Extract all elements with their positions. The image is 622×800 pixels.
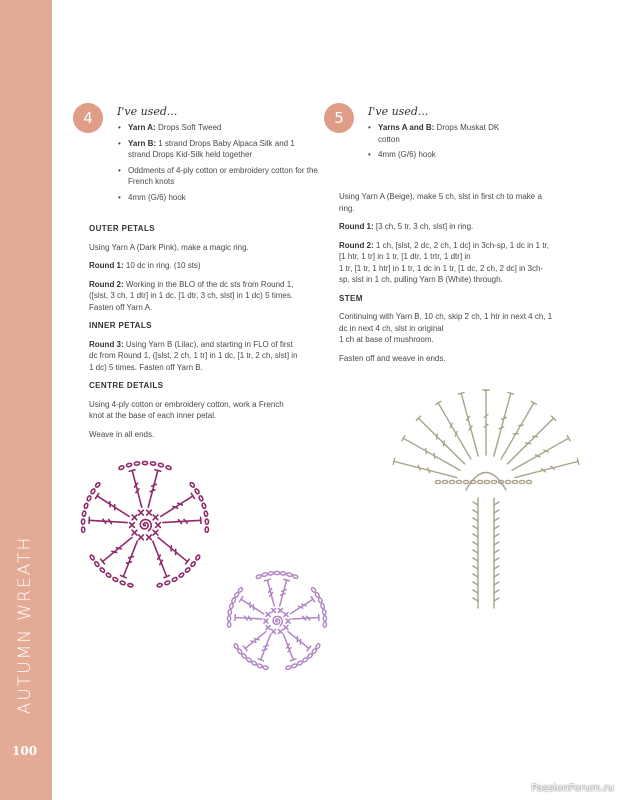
chain-mark <box>286 572 292 576</box>
chain-mark <box>274 571 279 574</box>
chain-mark <box>127 583 133 587</box>
stitch-bar-mark <box>262 649 267 650</box>
chain-mark <box>150 462 156 466</box>
tall-stitch-mark <box>241 599 263 614</box>
chain-mark <box>106 572 112 578</box>
stitch-top-mark <box>393 458 394 464</box>
round-2: Round 2: 1 ch, [slst, 2 dc, 2 ch, 1 dc] in 3ch-sp, 1 dc in 1 tr, [1 htr, 1 tr] in 1 tr, [1 dtr, 1 trtr, 1 dtr] in <box>339 240 549 261</box>
chain-mark <box>190 561 196 567</box>
stem-stitch-mark <box>473 526 478 529</box>
stem-stitch-mark <box>494 598 499 601</box>
stitch-top-mark <box>164 576 170 578</box>
chain-mark <box>99 567 105 573</box>
chain-mark <box>442 480 447 483</box>
stem-stitch-mark <box>494 526 499 529</box>
stem-stitch-mark <box>473 518 478 521</box>
stitch-top-mark <box>458 393 464 395</box>
chain-mark <box>205 527 209 532</box>
list-item: • Oddments of 4-ply cotton or embroidery cotton for the French knots <box>118 165 318 188</box>
stitch-bar-mark <box>152 484 157 486</box>
stem-stitch-mark <box>494 574 499 577</box>
chain-mark <box>291 663 297 668</box>
chain-mark <box>95 482 101 488</box>
pattern-5-instructions <box>339 191 553 371</box>
tall-stitch-mark <box>148 470 158 507</box>
chain-mark <box>172 577 178 582</box>
list-item: • Yarns A and B: Drops Muskat DK cotton <box>368 122 518 145</box>
round-3: Round 3: Using Yarn B (Lilac), and starting in FLO of first dc from Round 1, ([slst, 2 ch, 1 tr] in 1 dc, [1 tr, 2 ch, slst] in 1 dc) 5 times. Fasten off Yarn B. <box>89 339 298 372</box>
chain-mark <box>194 488 200 494</box>
stem-stitch-mark <box>473 510 478 513</box>
stitch-bar-mark <box>533 436 538 437</box>
inner-petals-heading: INNER PETALS <box>89 321 152 330</box>
chain-mark <box>204 511 208 517</box>
stem-stitch-mark <box>473 574 478 577</box>
chain-mark <box>118 465 124 470</box>
list-item: • Yarn A: Drops Soft Tweed <box>118 122 318 134</box>
outer-intro: Using Yarn A (Dark Pink), make a magic ring. <box>89 242 249 252</box>
chain-mark <box>82 511 86 517</box>
chain-mark <box>158 463 164 467</box>
chain-mark <box>519 480 524 483</box>
stitch-bar-mark <box>282 590 287 592</box>
stitch-top-mark <box>508 393 514 395</box>
tall-stitch-mark <box>288 632 309 649</box>
chain-mark <box>435 480 440 483</box>
chain-mark <box>164 580 170 585</box>
stem-stitch-mark <box>494 510 499 513</box>
list-item: • 4mm (G/6) hook <box>118 192 318 204</box>
watermark: PassionForum.ru <box>531 783 614 794</box>
magic-ring-mark <box>140 520 151 531</box>
stem-stitch-mark <box>494 518 499 521</box>
tall-stitch-mark <box>123 541 137 576</box>
stem-stitch-mark <box>473 566 478 569</box>
chain-mark <box>263 665 269 669</box>
stem-text-cont: 1 ch at base of mushroom. <box>339 335 434 344</box>
tall-stitch-mark <box>261 635 271 660</box>
chain-mark <box>484 480 489 483</box>
chain-mark <box>234 592 240 598</box>
stem-stitch-mark <box>473 534 478 537</box>
chain-mark <box>477 480 482 483</box>
outer-petals-heading: OUTER PETALS <box>89 224 155 233</box>
chain-mark <box>285 665 291 669</box>
stitch-bar-mark <box>426 449 427 454</box>
chain-mark <box>463 480 468 483</box>
stem-stitch-mark <box>473 582 478 585</box>
stitch-bar-mark <box>281 593 286 595</box>
stitch-bar-mark <box>526 443 531 444</box>
chain-mark <box>297 661 303 666</box>
intro: Using Yarn A (Beige), make 5 ch, slst in first ch to make a ring. <box>339 192 542 213</box>
stitch-top-mark <box>264 579 270 581</box>
chain-mark <box>456 480 461 483</box>
chain-mark <box>323 622 327 627</box>
tall-stitch-mark <box>284 635 294 660</box>
chain-mark <box>268 571 274 575</box>
stitch-bar-mark <box>518 425 523 426</box>
weave-text: Weave in all ends. <box>89 429 155 439</box>
chain-mark <box>315 592 321 598</box>
list-item: • 4mm (G/6) hook <box>368 149 518 161</box>
pattern-4-materials <box>118 122 318 207</box>
chain-mark <box>512 480 517 483</box>
stitch-top-mark <box>577 458 578 464</box>
chain-mark <box>318 597 323 603</box>
stem-stitch-mark <box>473 558 478 561</box>
stitch-top-mark <box>284 579 290 581</box>
stitch-top-mark <box>121 576 127 578</box>
centre-text: Using 4-ply cotton or embroidery cotton, work a French knot at the base of each inner petal. <box>89 399 284 420</box>
chain-mark <box>227 622 231 627</box>
stitch-bar-mark <box>126 562 131 563</box>
stem-stitch-mark <box>494 542 499 545</box>
chain-mark <box>238 587 244 593</box>
stitch-top-mark <box>155 470 161 472</box>
chain-mark <box>142 461 147 464</box>
chain-mark <box>315 643 320 649</box>
chain-mark <box>280 571 286 575</box>
round-1: Round 1: [3 ch, 5 tr, 3 ch, slst] in ring. <box>339 222 474 231</box>
chain-mark <box>134 462 140 466</box>
chain-mark <box>302 657 308 663</box>
chain-mark <box>320 603 325 609</box>
chain-mark <box>229 603 234 609</box>
stitch-top-mark <box>129 470 135 472</box>
chain-mark <box>178 572 184 578</box>
stem-stitch-mark <box>473 590 478 593</box>
chain-mark <box>237 648 243 654</box>
stitch-bar-mark <box>437 434 438 439</box>
stitch-top-mark <box>258 659 264 661</box>
chain-mark <box>126 463 132 467</box>
chain-mark <box>90 488 96 494</box>
chain-mark <box>81 527 85 532</box>
pattern-4-instructions <box>89 219 299 447</box>
chain-mark <box>198 495 203 501</box>
stitch-bar-mark <box>150 490 155 492</box>
stem-stitch-mark <box>473 550 478 553</box>
chain-mark <box>195 554 200 560</box>
round-1: Round 1: 10 dc in ring. (10 sts) <box>89 261 201 270</box>
chain-mark <box>233 643 238 649</box>
round-2: Round 2: Working in the BLO of the dc sts from Round 1, ([slst, 3 ch, 1 dtr] in 1 dc, [1 dtr, 3 ch, slst] in 1 dc) 5 times. Fasten off Yarn A. <box>89 279 294 312</box>
chain-mark <box>89 554 94 560</box>
tall-stitch-mark <box>290 599 312 614</box>
chain-mark <box>251 661 257 666</box>
chain-mark <box>256 574 262 579</box>
magic-ring-mark <box>273 616 282 626</box>
stem-stitch-mark <box>494 534 499 537</box>
tall-stitch-mark <box>132 470 142 507</box>
pattern-5-materials <box>368 122 518 165</box>
tall-stitch-mark <box>153 541 167 576</box>
stitch-bar-mark <box>499 427 504 429</box>
chain-mark <box>292 574 298 579</box>
chain-mark <box>84 503 89 509</box>
stitch-bar-mark <box>129 556 134 557</box>
stitch-bar-mark <box>513 434 518 435</box>
tall-stitch-mark <box>235 618 262 619</box>
stitch-bar-mark <box>434 453 435 458</box>
stem-stitch-mark <box>494 502 499 505</box>
pattern-4-badge: 4 <box>73 103 103 133</box>
flower-chart-lilac <box>218 562 336 680</box>
chain-mark <box>323 616 326 621</box>
chain-mark <box>166 465 172 470</box>
tall-stitch-mark <box>89 520 127 522</box>
section-title: AUTUMN WREATH <box>15 535 35 715</box>
stem-stitch-mark <box>473 502 478 505</box>
chain-mark <box>526 480 531 483</box>
fasten-text: Fasten off and weave in ends. <box>339 353 446 363</box>
stem-stitch-mark <box>494 582 499 585</box>
stem-heading: STEM <box>339 293 363 303</box>
chain-mark <box>449 480 454 483</box>
stitch-top-mark <box>290 659 296 661</box>
stem-stitch-mark <box>494 566 499 569</box>
chain-mark <box>322 609 326 615</box>
page-number: 100 <box>12 744 38 758</box>
stem-text: Continuing with Yarn B, 10 ch, skip 2 ch, 1 htr in next 4 ch, 1 dc in next 4 ch, slst in original <box>339 312 553 333</box>
tall-stitch-mark <box>245 632 266 649</box>
tall-stitch-mark <box>163 520 201 522</box>
chain-mark <box>491 480 496 483</box>
chain-mark <box>231 597 236 603</box>
round-2-cont: 1 tr, [1 tr, 1 htr] in 1 tr, 1 dc in 1 tr, [1 dc, 2 ch, 2 dc] in 3ch-sp, slst in 1 ch, pulling Yarn B (White) through. <box>339 263 544 284</box>
pattern-5-used-title: I've used... <box>368 105 429 118</box>
chain-mark <box>185 567 191 573</box>
chain-mark <box>81 519 84 524</box>
stitch-bar-mark <box>444 441 445 446</box>
chain-mark <box>157 583 163 587</box>
chain-mark <box>94 561 100 567</box>
stitch-bar-mark <box>428 468 430 473</box>
stitch-bar-mark <box>502 417 507 419</box>
stem-stitch-mark <box>473 598 478 601</box>
flower-chart-dark-pink <box>70 455 220 595</box>
chain-mark <box>505 480 510 483</box>
pattern-4-used-title: I've used... <box>117 105 178 118</box>
chain-mark <box>205 519 208 524</box>
stem-stitch-mark <box>494 550 499 553</box>
stitch-bar-mark <box>418 466 420 471</box>
chain-mark <box>120 580 126 585</box>
stem-stitch-mark <box>494 558 499 561</box>
chain-mark <box>112 577 118 582</box>
chain-mark <box>228 609 232 615</box>
tall-stitch-mark <box>507 418 553 464</box>
list-item: • Yarn B: 1 strand Drops Baby Alpaca Silk and 1 strand Drops Kid-Silk held together <box>118 138 318 161</box>
chain-mark <box>227 616 230 621</box>
stem-stitch-mark <box>494 590 499 593</box>
chain-mark <box>189 482 195 488</box>
chain-mark <box>257 663 263 668</box>
pattern-5-badge: 5 <box>324 103 354 133</box>
tall-stitch-mark <box>418 418 464 464</box>
tall-stitch-mark <box>97 496 129 517</box>
chain-mark <box>202 503 207 509</box>
centre-details-heading: CENTRE DETAILS <box>89 381 164 390</box>
tall-stitch-mark <box>158 537 187 561</box>
chain-mark <box>86 495 91 501</box>
stitch-bar-mark <box>264 645 269 646</box>
chain-mark <box>262 572 268 576</box>
mushroom-chart <box>426 380 546 610</box>
stem-stitch-mark <box>473 542 478 545</box>
cap-ring-mark <box>466 473 506 491</box>
tall-stitch-mark <box>103 537 132 561</box>
tall-stitch-mark <box>161 496 193 517</box>
